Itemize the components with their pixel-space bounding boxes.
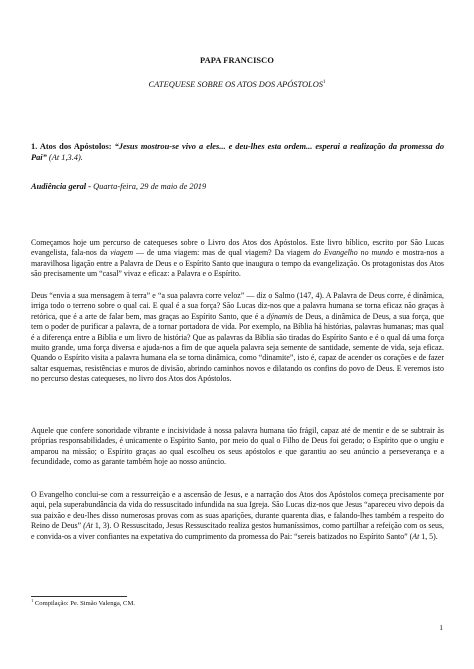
section-reference: (At 1,3.4). [48, 153, 83, 163]
section-heading [31, 141, 444, 164]
footnote [31, 597, 135, 607]
paragraph-2-text-b: de Deus, a dinâmica de Deus, a sua força, que tem o poder de purificar a palavra, de a tornar portadora de vida. Por exemplo, na Bíblia há histórias, palavras humanas; mas qual é a diferença entre a Bíblia e um livro de história? Que as palavras da Bíblia são tiradas do Espírito Santo e é o qual dá uma força muito grande, uma força diversa e ajuda-nos a fim de que aquela palavra seja semente de santidade, semente de vida, seja eficaz. Quando o Espírito visita a palavra humana ela se torna dinâmica, como “dinamite”, isto é, capaz de acender os corações e de fazer saltar esquemas, resistências e muros de divisão, abrindo caminhos novos e dilatando os confins do povo de Deus. E veremos isto no percurso destas catequeses, no livro dos Atos dos Apóstolos. [31, 311, 444, 384]
section-quote: “Jesus mostrou-se vivo a eles... e deu-lhes esta ordem... esperai a realização da promessa do Pai” [31, 142, 445, 163]
paragraph-2 [31, 291, 444, 385]
document-subtitle [0, 80, 474, 89]
paragraph-4-text-b: 1, 3). O Ressuscitado, Jesus Ressuscitado realiza gestos humaníssimos, como partilhar a refeição com os seus, e convida-os a viver confiantes na expetativa do cumprimento da promessa do Pai: “sereis batizados no Espírito Santo” ( [31, 521, 444, 541]
paragraph-1-text-a: Começamos hoje um percurso de catequeses sobre o Livro dos Atos dos Apóstolos. Este livro bíblico, escrito por São Lucas evangelista, fala-nos da [31, 238, 444, 258]
audience-date: Quarta-feira, 29 de maio de 2019 [93, 182, 207, 191]
paragraph-1-text-b: — de uma viagem: mas de qual viagem? Da viagem [133, 248, 314, 258]
paragraph-1-italic-evangelho: do Evangelho no mundo [313, 248, 393, 258]
section-number-title: 1. Atos dos Apóstolos: [31, 142, 112, 151]
paragraph-4 [31, 490, 444, 542]
audience-line [31, 182, 444, 191]
paragraph-4-text-a: O Evangelho conclui-se com a ressurreição e a ascensão de Jesus, e a narração dos Atos dos Apóstolos começa precisamente por aqui, pela superabundância da vida do ressuscitado infundida na sua Igreja. São Lucas diz-nos que Jesus “apareceu vivo depois da sua paixão e deu-lhes disso numerosas provas com as suas aparições, durante quarenta dias, e falando-lhes também a respeito do Reino de Deus” [31, 490, 444, 531]
paragraph-4-italic-at-2: At [412, 531, 420, 541]
document-title: PAPA FRANCISCO [200, 56, 274, 65]
audience-label: Audiência geral - [31, 182, 92, 191]
footnote-divider [31, 596, 127, 597]
footnote-mark: 1 [31, 597, 34, 603]
paragraph-1 [31, 238, 444, 280]
paragraph-3: Aquele que confere sonoridade vibrante e incisividade à nossa palavra humana tão frágil, capaz até de mentir e de se subtrair às próprias responsabilidades, é unicamente o Espírito Santo, por meio do qual o Filho de Deus foi gerado; o Espírito que o ungiu e amparou na missão; o Espírito graças ao qual escolheu os seus apóstolos e que garantiu ao seu anúncio a perseverança e a fecundidade, como as garante também hoje ao nosso anúncio. [31, 426, 444, 467]
paragraph-2-italic-dynamis: dýnamis [266, 311, 293, 321]
paragraph-2-text-a: Deus “envia a sua mensagem à terra” e “a sua palavra corre veloz” — diz o Salmo (147, 4). A Palavra de Deus corre, é dinâmica, irriga todo o terreno sobre o qual cai. E qual é a sua força? São Lucas diz-nos que a palavra humana se torna eficaz não graças à retórica, que é a arte de falar bem, mas graças ao Espírito Santo, que é a [31, 291, 444, 321]
subtitle-text: CATEQUESE SOBRE OS ATOS DOS APÓSTOLOS [148, 80, 323, 89]
footnote-ref: 1 [322, 80, 326, 86]
page-number: 1 [439, 623, 443, 632]
paragraph-1-text-c: e mostra-nos a maravilhosa ligação entre a Palavra de Deus e o Espírito Santo que inaugura o tempo da evangelização. Os protagonistas dos Atos são precisamente um “casal” vivaz e eficaz: a Palavra e o Espírito. [31, 248, 444, 279]
paragraph-4-italic-at-1: (At [83, 521, 93, 531]
paragraph-1-italic-viagem: viagem [110, 248, 134, 258]
footnote-text: Compilação: Pe. Simão Valenga, CM. [33, 600, 135, 607]
paragraph-4-text-c: 1, 5). [419, 531, 438, 541]
